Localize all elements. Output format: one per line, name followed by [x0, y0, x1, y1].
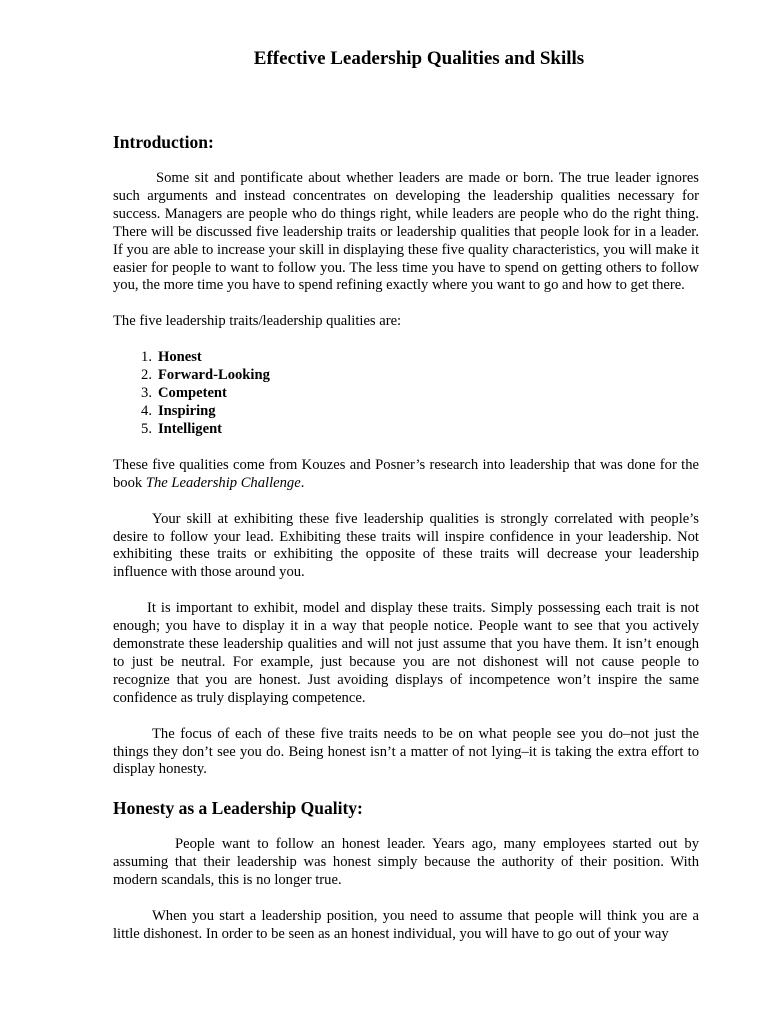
- list-item-label: Intelligent: [158, 420, 223, 437]
- traits-intro-paragraph: The five leadership traits/leadership qualities are:: [113, 313, 402, 330]
- book-title: The Leadership Challenge: [145, 474, 301, 491]
- source-text: These five qualities come from Kouzes and Posner’s research into leadership that was done for the book: [113, 456, 699, 491]
- skill-paragraph: Your skill at exhibiting these five leadership qualities is strongly correlated with people’s desire to follow your lead. Exhibiting these traits will inspire confidence in your leadership. Not exhibiting these traits or exhibiting the opposite of these traits will decrease your leadership influence with those around you.: [113, 510, 699, 581]
- list-item-number: 3.: [141, 385, 152, 402]
- list-item: [113, 367, 699, 385]
- list-item-number: 1.: [141, 349, 152, 366]
- list-item-label: Honest: [158, 349, 202, 366]
- start-position-paragraph: When you start a leadership position, you need to assume that people will think you are a little dishonest. In order to be seen as an honest individual, you will have to go out of your way: [113, 908, 699, 942]
- list-item-label: Forward-Looking: [158, 367, 270, 384]
- traits-list: [113, 349, 699, 439]
- intro-paragraph: Some sit and pontificate about whether leaders are made or born. The true leader ignores such arguments and instead concentrates on developing the leadership qualities necessary for success. Managers are people who do things right, while leaders are people who do the right thing. There will be discussed five leadership traits or leadership qualities that people look for in a leader. If you are able to increase your skill in displaying these five quality characteristics, you will make it easier for people to want to follow you. The less time you have to spend on getting others to follow you, the more time you have to spend refining exactly where you want to go and how to get there.: [113, 170, 699, 294]
- page-title: Effective Leadership Qualities and Skills: [253, 48, 585, 69]
- focus-paragraph: The focus of each of these five traits needs to be on what people see you do–not just the things they don’t see you do. Being honest isn’t a matter of not lying–it is taking the extra effort to display honesty.: [113, 725, 699, 778]
- list-item: [113, 403, 699, 421]
- list-item-number: 4.: [141, 402, 152, 419]
- important-paragraph: It is important to exhibit, model and display these traits. Simply possessing each trait is not enough; you have to display it in a way that people notice. People want to see that you actively demonstrate these leadership qualities and will not just assume that you have them. It isn’t enough to just be neutral. For example, just because you are not dishonest will not cause people to recognize that you are honest. Just avoiding displays of incompetence won’t inspire the same confidence as truly displaying competence.: [113, 600, 699, 706]
- list-item-label: Inspiring: [158, 402, 216, 419]
- introduction-heading: Introduction:: [113, 132, 214, 152]
- source-text-end: .: [300, 474, 305, 491]
- list-item: [113, 421, 699, 439]
- list-item-number: 5.: [141, 420, 152, 437]
- honest-leader-paragraph: People want to follow an honest leader. Years ago, many employees started out by assuming that their leadership was honest simply because the authority of their position. With modern scandals, this is no longer true.: [113, 836, 699, 889]
- source-paragraph: [113, 457, 699, 493]
- list-item-label: Competent: [158, 385, 227, 402]
- list-item: [113, 349, 699, 367]
- document-page: [113, 46, 699, 944]
- list-item-number: 2.: [141, 367, 152, 384]
- honesty-heading: Honesty as a Leadership Quality:: [113, 798, 363, 819]
- list-item: [113, 385, 699, 403]
